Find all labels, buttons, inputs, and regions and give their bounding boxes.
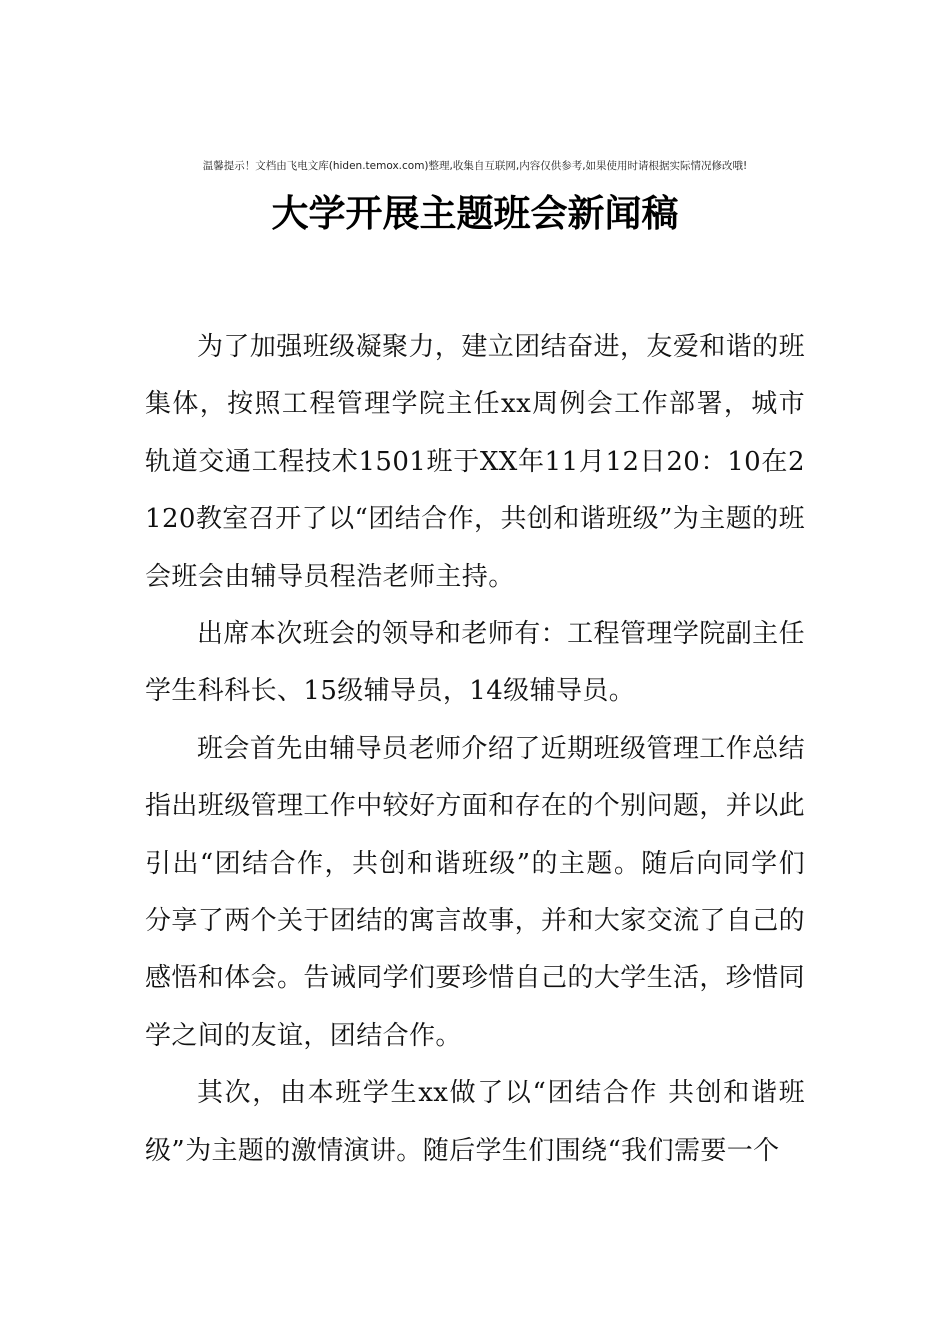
paragraph-3: 班会首先由辅导员老师介绍了近期班级管理工作总结指出班级管理工作中较好方面和存在的个别问题，并以此引出“团结合作，共创和谐班级”的主题。随后向同学们分享了两个关于团结的寓言故事，并和大家交流了自己的感悟和体会。告诫同学们要珍惜自己的大学生活，珍惜同学之间的友谊，团结合作。 <box>145 733 806 1051</box>
download-notice: 温馨提示！文档由飞电文库(hiden.temox.com)整理,收集自互联网,内容仅供参考,如果使用时请根据实际情况修改哦! <box>202 160 748 172</box>
paragraph-4: 其次，由本班学生xx做了以“团结合作 共创和谐班级”为主题的激情演讲。随后学生们围绕“我们需要一个 <box>145 1078 805 1166</box>
document-title: 大学开展主题班会新闻稿 <box>271 192 679 235</box>
paragraph-1: 为了加强班级凝聚力，建立团结奋进，友爱和谐的班集体，按照工程管理学院主任xx周例会工作部署，城市轨道交通工程技术1501班于XX年11月12日20：10在2120教室召开了以“团结合作，共创和谐班级”为主题的班会班会由辅导员程浩老师主持。 <box>145 332 805 592</box>
document-body <box>145 319 805 1180</box>
paragraph-2: 出席本次班会的领导和老师有：工程管理学院副主任学生科科长、15级辅导员，14级辅导员。 <box>145 619 805 707</box>
